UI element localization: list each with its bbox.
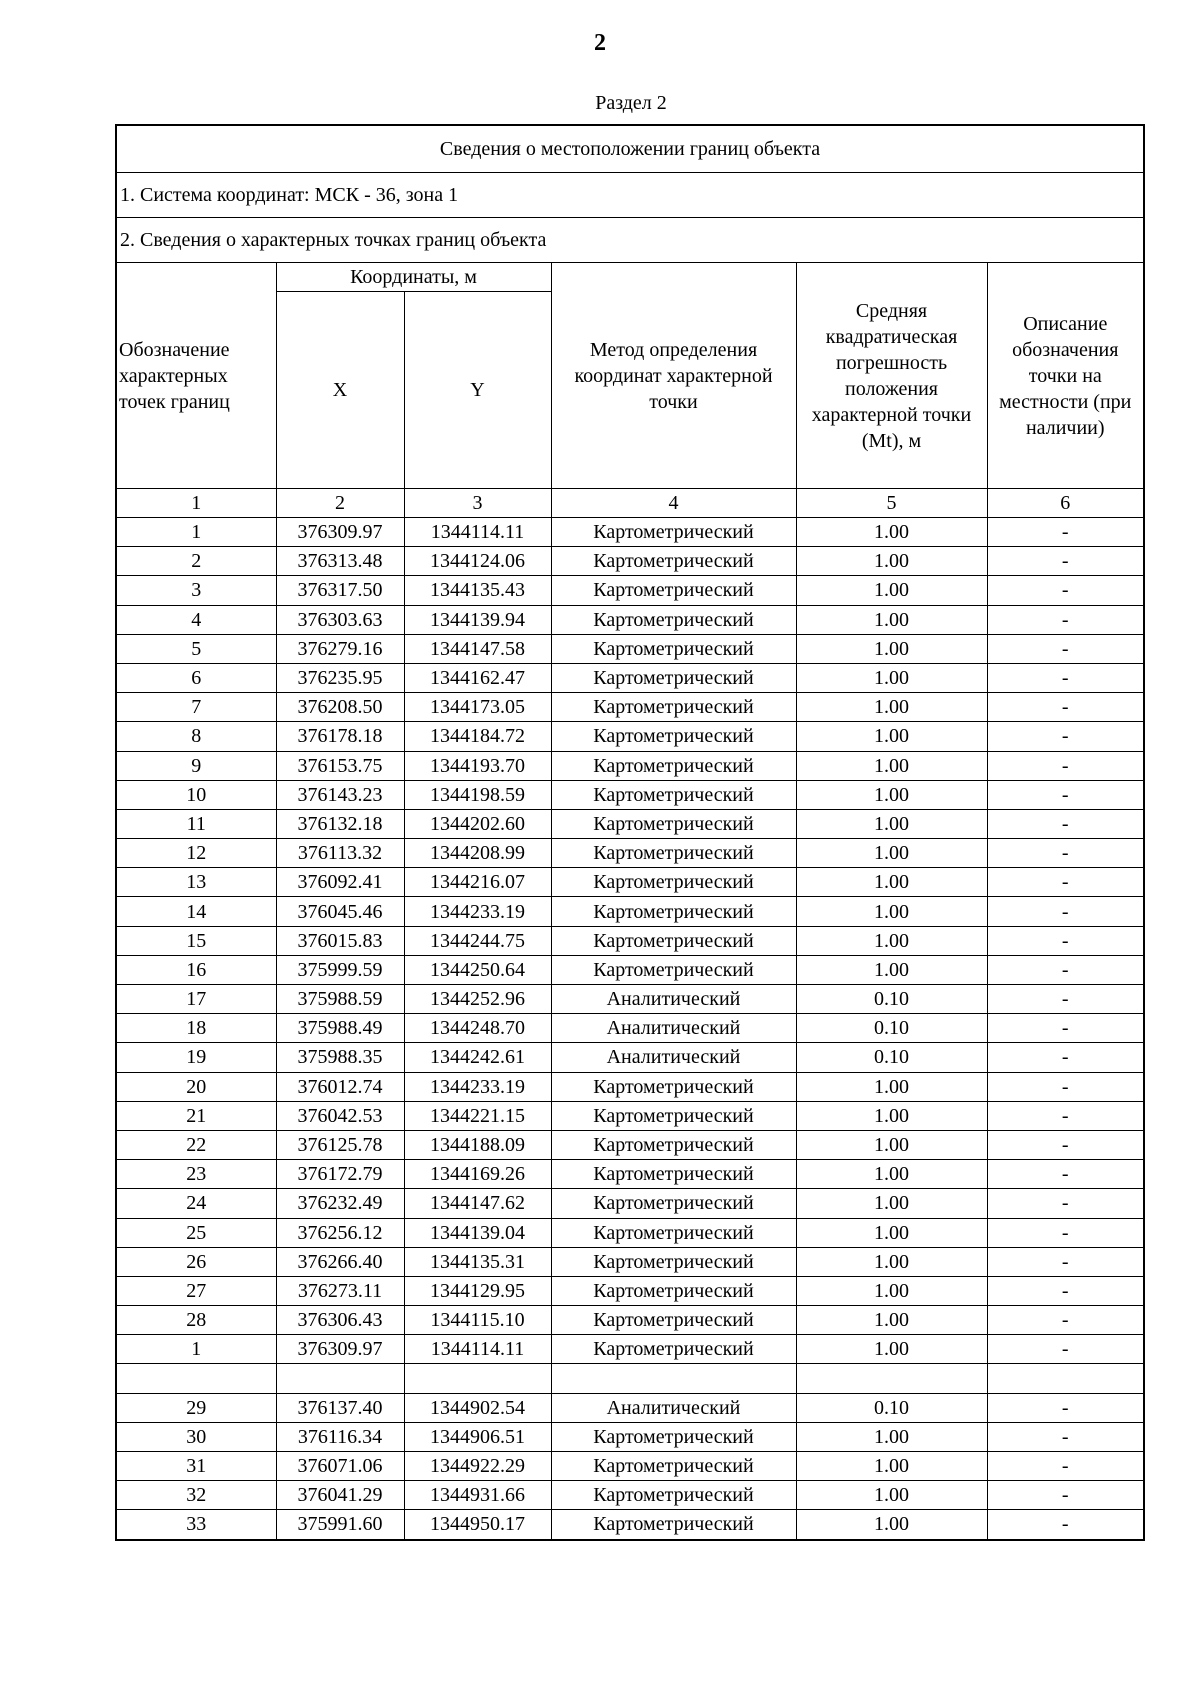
x-cell: 376313.48	[276, 547, 404, 576]
y-cell: 1344906.51	[404, 1422, 551, 1451]
description-cell: -	[987, 634, 1144, 663]
error-cell: 1.00	[796, 1160, 987, 1189]
y-cell: 1344250.64	[404, 955, 551, 984]
y-cell: 1344198.59	[404, 780, 551, 809]
y-cell: 1344202.60	[404, 809, 551, 838]
description-cell: -	[987, 1043, 1144, 1072]
error-cell: 0.10	[796, 985, 987, 1014]
error-cell: 1.00	[796, 1189, 987, 1218]
error-cell: 1.00	[796, 1101, 987, 1130]
x-cell: 375991.60	[276, 1510, 404, 1540]
header-method: Метод определения координат характерной точки	[551, 263, 796, 489]
point-id-cell: 9	[116, 751, 276, 780]
error-cell: 1.00	[796, 839, 987, 868]
x-cell: 376232.49	[276, 1189, 404, 1218]
point-id-cell	[116, 1364, 276, 1393]
method-cell: Картометрический	[551, 955, 796, 984]
table-row	[116, 751, 1144, 780]
header-mean-error: Средняя квадратическая погрешность положения характерной точки (Mt), м	[796, 263, 987, 489]
error-cell: 1.00	[796, 1218, 987, 1247]
header-x: X	[276, 292, 404, 489]
coordinate-system: 1. Система координат: МСК - 36, зона 1	[116, 173, 1144, 218]
column-number: 5	[796, 489, 987, 518]
table-row	[116, 1481, 1144, 1510]
x-cell: 376092.41	[276, 868, 404, 897]
method-cell: Картометрический	[551, 1510, 796, 1540]
x-cell: 376317.50	[276, 576, 404, 605]
error-cell: 1.00	[796, 1422, 987, 1451]
y-cell: 1344233.19	[404, 1072, 551, 1101]
x-cell: 376132.18	[276, 809, 404, 838]
method-cell: Картометрический	[551, 809, 796, 838]
description-cell: -	[987, 868, 1144, 897]
column-number: 6	[987, 489, 1144, 518]
point-id-cell: 25	[116, 1218, 276, 1247]
method-cell: Картометрический	[551, 1247, 796, 1276]
method-cell: Картометрический	[551, 576, 796, 605]
table-row	[116, 547, 1144, 576]
x-cell: 376178.18	[276, 722, 404, 751]
point-id-cell: 32	[116, 1481, 276, 1510]
point-id-cell: 5	[116, 634, 276, 663]
y-cell: 1344242.61	[404, 1043, 551, 1072]
x-cell: 375988.49	[276, 1014, 404, 1043]
description-cell: -	[987, 1481, 1144, 1510]
error-cell: 0.10	[796, 1014, 987, 1043]
method-cell: Аналитический	[551, 1393, 796, 1422]
point-id-cell: 10	[116, 780, 276, 809]
x-cell: 376306.43	[276, 1306, 404, 1335]
description-cell	[987, 1364, 1144, 1393]
description-cell: -	[987, 1335, 1144, 1364]
error-cell: 1.00	[796, 518, 987, 547]
point-id-cell: 30	[116, 1422, 276, 1451]
description-cell: -	[987, 1072, 1144, 1101]
table-row	[116, 518, 1144, 547]
error-cell: 1.00	[796, 897, 987, 926]
point-id-cell: 1	[116, 518, 276, 547]
method-cell: Картометрический	[551, 1218, 796, 1247]
method-cell: Картометрический	[551, 693, 796, 722]
header-point-designation: Обозначение характерных точек границ	[116, 263, 276, 489]
method-cell: Картометрический	[551, 1335, 796, 1364]
x-cell: 376303.63	[276, 605, 404, 634]
y-cell: 1344124.06	[404, 547, 551, 576]
x-cell: 376256.12	[276, 1218, 404, 1247]
y-cell: 1344169.26	[404, 1160, 551, 1189]
table-row	[116, 663, 1144, 692]
table-row	[116, 1247, 1144, 1276]
x-cell: 376266.40	[276, 1247, 404, 1276]
error-cell: 1.00	[796, 926, 987, 955]
method-cell: Картометрический	[551, 897, 796, 926]
page-number: 2	[594, 30, 606, 56]
method-cell: Картометрический	[551, 547, 796, 576]
y-cell: 1344950.17	[404, 1510, 551, 1540]
header-coordinates-group: Координаты, м	[276, 263, 551, 292]
y-cell: 1344221.15	[404, 1101, 551, 1130]
method-cell: Картометрический	[551, 1189, 796, 1218]
method-cell: Картометрический	[551, 1481, 796, 1510]
point-id-cell: 31	[116, 1452, 276, 1481]
y-cell: 1344188.09	[404, 1130, 551, 1159]
description-cell: -	[987, 985, 1144, 1014]
error-cell: 1.00	[796, 1072, 987, 1101]
table-row	[116, 1072, 1144, 1101]
table-row	[116, 1335, 1144, 1364]
point-id-cell: 14	[116, 897, 276, 926]
point-id-cell: 12	[116, 839, 276, 868]
error-cell: 0.10	[796, 1393, 987, 1422]
x-cell	[276, 1364, 404, 1393]
x-cell: 376042.53	[276, 1101, 404, 1130]
column-number: 1	[116, 489, 276, 518]
y-cell: 1344233.19	[404, 897, 551, 926]
description-cell: -	[987, 1218, 1144, 1247]
error-cell: 1.00	[796, 722, 987, 751]
table-row	[116, 605, 1144, 634]
x-cell: 376015.83	[276, 926, 404, 955]
x-cell: 376045.46	[276, 897, 404, 926]
y-cell: 1344184.72	[404, 722, 551, 751]
method-cell: Картометрический	[551, 605, 796, 634]
method-cell: Картометрический	[551, 1276, 796, 1305]
y-cell: 1344922.29	[404, 1452, 551, 1481]
point-id-cell: 16	[116, 955, 276, 984]
point-id-cell: 27	[116, 1276, 276, 1305]
y-cell: 1344139.94	[404, 605, 551, 634]
error-cell: 1.00	[796, 955, 987, 984]
point-id-cell: 8	[116, 722, 276, 751]
table-row	[116, 868, 1144, 897]
point-id-cell: 19	[116, 1043, 276, 1072]
description-cell: -	[987, 1014, 1144, 1043]
x-cell: 376208.50	[276, 693, 404, 722]
description-cell: -	[987, 1189, 1144, 1218]
point-id-cell: 6	[116, 663, 276, 692]
x-cell: 376273.11	[276, 1276, 404, 1305]
point-id-cell: 2	[116, 547, 276, 576]
error-cell: 1.00	[796, 1452, 987, 1481]
method-cell: Картометрический	[551, 518, 796, 547]
x-cell: 376012.74	[276, 1072, 404, 1101]
x-cell: 376041.29	[276, 1481, 404, 1510]
point-id-cell: 20	[116, 1072, 276, 1101]
table-row	[116, 1422, 1144, 1451]
boundary-points-table	[115, 124, 1145, 1541]
x-cell: 376071.06	[276, 1452, 404, 1481]
description-cell: -	[987, 1393, 1144, 1422]
x-cell: 376309.97	[276, 518, 404, 547]
point-id-cell: 11	[116, 809, 276, 838]
point-id-cell: 1	[116, 1335, 276, 1364]
table-row	[116, 722, 1144, 751]
point-id-cell: 26	[116, 1247, 276, 1276]
header-description: Описание обозначения точки на местности (при наличии)	[987, 263, 1144, 489]
table-row	[116, 1130, 1144, 1159]
y-cell: 1344135.31	[404, 1247, 551, 1276]
header-y: Y	[404, 292, 551, 489]
x-cell: 376279.16	[276, 634, 404, 663]
description-cell: -	[987, 605, 1144, 634]
description-cell: -	[987, 722, 1144, 751]
table-row	[116, 1014, 1144, 1043]
table-row	[116, 1218, 1144, 1247]
point-id-cell: 33	[116, 1510, 276, 1540]
table-row	[116, 955, 1144, 984]
error-cell: 1.00	[796, 663, 987, 692]
method-cell: Картометрический	[551, 1422, 796, 1451]
method-cell: Картометрический	[551, 780, 796, 809]
y-cell: 1344208.99	[404, 839, 551, 868]
error-cell: 1.00	[796, 780, 987, 809]
x-cell: 376137.40	[276, 1393, 404, 1422]
table-row	[116, 1393, 1144, 1422]
point-id-cell: 4	[116, 605, 276, 634]
y-cell: 1344931.66	[404, 1481, 551, 1510]
x-cell: 376235.95	[276, 663, 404, 692]
x-cell: 376125.78	[276, 1130, 404, 1159]
method-cell: Аналитический	[551, 1014, 796, 1043]
error-cell: 1.00	[796, 634, 987, 663]
point-id-cell: 18	[116, 1014, 276, 1043]
table-row	[116, 897, 1144, 926]
table-row	[116, 839, 1144, 868]
y-cell: 1344244.75	[404, 926, 551, 955]
table-body	[116, 518, 1144, 1540]
table-row	[116, 1364, 1144, 1393]
description-cell: -	[987, 518, 1144, 547]
error-cell: 1.00	[796, 1247, 987, 1276]
description-cell: -	[987, 547, 1144, 576]
method-cell: Картометрический	[551, 926, 796, 955]
y-cell: 1344147.62	[404, 1189, 551, 1218]
x-cell: 376153.75	[276, 751, 404, 780]
x-cell: 376309.97	[276, 1335, 404, 1364]
error-cell: 1.00	[796, 809, 987, 838]
section-label: Раздел 2	[595, 92, 667, 114]
method-cell: Картометрический	[551, 839, 796, 868]
y-cell: 1344139.04	[404, 1218, 551, 1247]
y-cell: 1344902.54	[404, 1393, 551, 1422]
description-cell: -	[987, 576, 1144, 605]
method-cell	[551, 1364, 796, 1393]
y-cell: 1344147.58	[404, 634, 551, 663]
method-cell: Картометрический	[551, 1452, 796, 1481]
method-cell: Картометрический	[551, 634, 796, 663]
description-cell: -	[987, 1510, 1144, 1540]
description-cell: -	[987, 926, 1144, 955]
description-cell: -	[987, 693, 1144, 722]
point-id-cell: 13	[116, 868, 276, 897]
description-cell: -	[987, 751, 1144, 780]
error-cell: 1.00	[796, 693, 987, 722]
method-cell: Картометрический	[551, 1130, 796, 1159]
table-title: Сведения о местоположении границ объекта	[116, 125, 1144, 173]
y-cell: 1344129.95	[404, 1276, 551, 1305]
x-cell: 376172.79	[276, 1160, 404, 1189]
y-cell: 1344114.11	[404, 1335, 551, 1364]
point-id-cell: 7	[116, 693, 276, 722]
method-cell: Картометрический	[551, 1160, 796, 1189]
point-id-cell: 29	[116, 1393, 276, 1422]
method-cell: Картометрический	[551, 1101, 796, 1130]
y-cell: 1344114.11	[404, 518, 551, 547]
error-cell: 1.00	[796, 868, 987, 897]
method-cell: Картометрический	[551, 868, 796, 897]
table-row	[116, 985, 1144, 1014]
error-cell: 1.00	[796, 1481, 987, 1510]
method-cell: Аналитический	[551, 985, 796, 1014]
y-cell: 1344162.47	[404, 663, 551, 692]
error-cell: 1.00	[796, 1335, 987, 1364]
x-cell: 375988.59	[276, 985, 404, 1014]
method-cell: Картометрический	[551, 722, 796, 751]
point-id-cell: 24	[116, 1189, 276, 1218]
table-row	[116, 1276, 1144, 1305]
table-row	[116, 576, 1144, 605]
error-cell: 1.00	[796, 576, 987, 605]
description-cell: -	[987, 663, 1144, 692]
error-cell	[796, 1364, 987, 1393]
description-cell: -	[987, 1452, 1144, 1481]
point-id-cell: 3	[116, 576, 276, 605]
table-row	[116, 1101, 1144, 1130]
table-row	[116, 1510, 1144, 1540]
y-cell: 1344252.96	[404, 985, 551, 1014]
error-cell: 0.10	[796, 1043, 987, 1072]
table-row	[116, 1452, 1144, 1481]
description-cell: -	[987, 1247, 1144, 1276]
method-cell: Аналитический	[551, 1043, 796, 1072]
table-row	[116, 1160, 1144, 1189]
point-id-cell: 17	[116, 985, 276, 1014]
table-row	[116, 1043, 1144, 1072]
x-cell: 375988.35	[276, 1043, 404, 1072]
description-cell: -	[987, 897, 1144, 926]
error-cell: 1.00	[796, 1276, 987, 1305]
description-cell: -	[987, 1160, 1144, 1189]
x-cell: 376116.34	[276, 1422, 404, 1451]
point-id-cell: 23	[116, 1160, 276, 1189]
method-cell: Картометрический	[551, 1306, 796, 1335]
point-id-cell: 15	[116, 926, 276, 955]
description-cell: -	[987, 839, 1144, 868]
points-heading: 2. Сведения о характерных точках границ объекта	[116, 218, 1144, 263]
method-cell: Картометрический	[551, 663, 796, 692]
description-cell: -	[987, 780, 1144, 809]
table-row	[116, 693, 1144, 722]
point-id-cell: 21	[116, 1101, 276, 1130]
table-row	[116, 634, 1144, 663]
error-cell: 1.00	[796, 751, 987, 780]
description-cell: -	[987, 1276, 1144, 1305]
y-cell: 1344173.05	[404, 693, 551, 722]
description-cell: -	[987, 1306, 1144, 1335]
column-number: 2	[276, 489, 404, 518]
table-row	[116, 1189, 1144, 1218]
error-cell: 1.00	[796, 1130, 987, 1159]
table-row	[116, 809, 1144, 838]
description-cell: -	[987, 809, 1144, 838]
error-cell: 1.00	[796, 1510, 987, 1540]
error-cell: 1.00	[796, 605, 987, 634]
table-row	[116, 780, 1144, 809]
description-cell: -	[987, 1101, 1144, 1130]
table-row	[116, 926, 1144, 955]
description-cell: -	[987, 1422, 1144, 1451]
y-cell: 1344193.70	[404, 751, 551, 780]
column-number: 3	[404, 489, 551, 518]
method-cell: Картометрический	[551, 751, 796, 780]
x-cell: 376113.32	[276, 839, 404, 868]
y-cell: 1344115.10	[404, 1306, 551, 1335]
y-cell: 1344248.70	[404, 1014, 551, 1043]
point-id-cell: 22	[116, 1130, 276, 1159]
point-id-cell: 28	[116, 1306, 276, 1335]
error-cell: 1.00	[796, 547, 987, 576]
table-row	[116, 1306, 1144, 1335]
column-number: 4	[551, 489, 796, 518]
y-cell: 1344216.07	[404, 868, 551, 897]
x-cell: 376143.23	[276, 780, 404, 809]
description-cell: -	[987, 1130, 1144, 1159]
description-cell: -	[987, 955, 1144, 984]
method-cell: Картометрический	[551, 1072, 796, 1101]
error-cell: 1.00	[796, 1306, 987, 1335]
y-cell	[404, 1364, 551, 1393]
y-cell: 1344135.43	[404, 576, 551, 605]
x-cell: 375999.59	[276, 955, 404, 984]
